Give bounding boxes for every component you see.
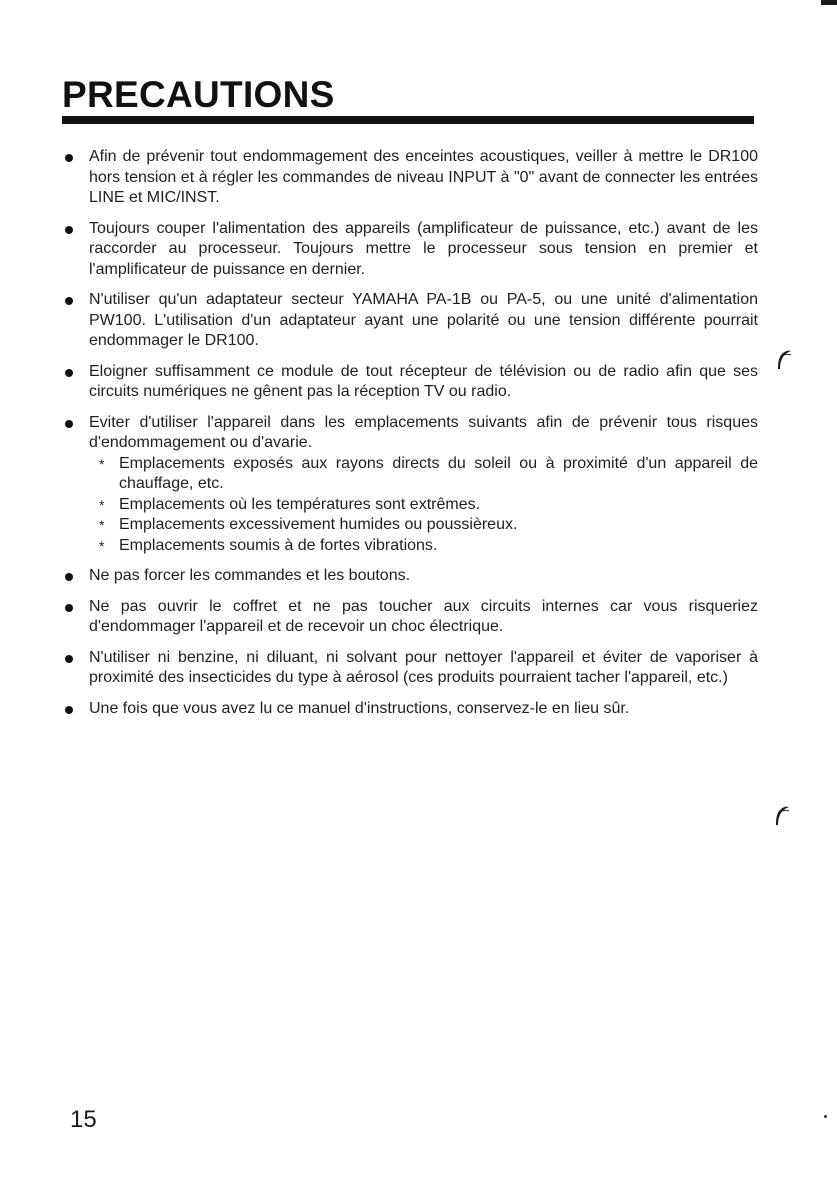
asterisk-icon: * (99, 496, 105, 513)
title-underline-rule (62, 116, 754, 124)
asterisk-icon: * (99, 537, 105, 554)
bullet-icon (65, 573, 73, 581)
bullet-icon (65, 226, 73, 234)
precaution-item-6 (62, 566, 758, 587)
precaution-item-3 (62, 290, 758, 352)
bullet-icon (65, 655, 73, 663)
sub-item-text: Emplacements excessivement humides ou poussièreux. (119, 516, 518, 533)
precaution-item-9 (62, 699, 758, 720)
scan-speck (824, 1115, 827, 1118)
page-number: 15 (70, 1106, 97, 1133)
sub-item-humidity (89, 515, 758, 536)
precaution-text: Eviter d'utiliser l'appareil dans les emplacements suivants afin de prévenir tous risques d'endommagement ou d'avarie. (89, 413, 758, 451)
precaution-text: Ne pas ouvrir le coffret et ne pas toucher aux circuits internes car vous risqueriez d'endommager l'appareil et de recevoir un choc électrique. (89, 597, 758, 635)
bullet-icon (65, 154, 73, 162)
precaution-text: N'utiliser ni benzine, ni diluant, ni solvant pour nettoyer l'appareil et éviter de vaporiser à proximité des insecticides du type à aérosol (ces produits pourraient tacher l'appareil, etc.) (89, 648, 758, 686)
precaution-text: Une fois que vous avez lu ce manuel d'instructions, conservez-le en lieu sûr. (89, 699, 630, 717)
asterisk-icon: * (99, 455, 105, 472)
precaution-item-2 (62, 219, 758, 281)
bullet-icon (65, 297, 73, 305)
bullet-icon (65, 604, 73, 612)
precautions-list (62, 147, 758, 729)
sub-item-text: Emplacements soumis à de fortes vibrations. (119, 536, 438, 554)
sub-item-text: Emplacements où les températures sont extrêmes. (119, 495, 481, 513)
precaution-text: Afin de prévenir tout endommagement des enceintes acoustiques, veiller à mettre le DR100 hors tension et à régler les commandes de niveau INPUT à "0" avant de connecter les entrées LINE et MIC/INST. (89, 148, 758, 206)
sub-item-text: Emplacements exposés aux rayons directs du soleil ou à proximité d'un appareil de chauffage, etc. (119, 454, 758, 492)
precaution-text: Ne pas forcer les commandes et les boutons. (89, 567, 411, 584)
precaution-item-4 (62, 362, 758, 403)
asterisk-icon: * (99, 517, 105, 533)
bullet-icon (65, 369, 73, 377)
precaution-item-5 (62, 413, 758, 557)
ink-smudge-icon (774, 348, 792, 370)
sub-item-vibration (89, 536, 758, 557)
location-sub-list (89, 454, 758, 557)
precaution-item-7 (62, 597, 758, 638)
sub-item-temperature (89, 495, 758, 516)
precaution-item-1 (62, 147, 758, 209)
page-title: PRECAUTIONS (62, 74, 335, 115)
sub-item-sunlight (89, 454, 758, 495)
precaution-item-8 (62, 648, 758, 689)
corner-scan-mark (821, 0, 837, 5)
ink-smudge-icon (772, 804, 790, 826)
precaution-text: N'utiliser qu'un adaptateur secteur YAMAHA PA-1B ou PA-5, ou une unité d'alimentation PW100. L'utilisation d'un adaptateur ayant une polarité ou une tension différente pourrait endommager le DR100. (89, 291, 758, 349)
precaution-text: Toujours couper l'alimentation des appareils (amplificateur de puissance, etc.) avant de les raccorder au processeur. Toujours mettre le processeur sous tension en premier et l'amplificateur de puissance en dernier. (89, 219, 758, 278)
bullet-icon (65, 706, 73, 714)
precaution-text: Eloigner suffisamment ce module de tout récepteur de télévision ou de radio afin que ses circuits numériques ne gênent pas la réception TV ou radio. (89, 362, 758, 400)
bullet-icon (65, 420, 73, 428)
